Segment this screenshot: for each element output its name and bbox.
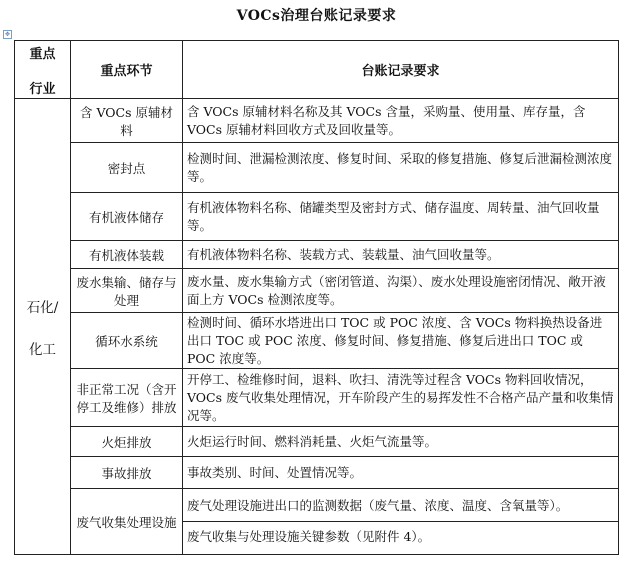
header-sector	[15, 41, 71, 99]
link-cell: 事故排放	[71, 457, 183, 489]
link-cell: 火炬排放	[71, 427, 183, 457]
header-sector-line2: 行业	[29, 81, 56, 97]
link-cell: 循环水系统	[71, 313, 183, 369]
link-cell: 非正常工况（含开停工及维修）排放	[71, 369, 183, 427]
header-sector-line1: 重点	[29, 46, 56, 62]
link-cell: 含 VOCs 原辅材料	[71, 99, 183, 143]
requirements-table	[14, 40, 619, 555]
link-cell: 有机液体装载	[71, 241, 183, 269]
requirement-cell: 含 VOCs 原辅材料名称及其 VOCs 含量，采购量、使用量、库存量，含 VOCs 原辅材料回收方式及回收量等。	[183, 99, 619, 143]
requirement-cell: 废水量、废水集输方式（密闭管道、沟渠）、废水处理设施密闭情况、敞开液面上方 VOCs 检测浓度等。	[183, 269, 619, 313]
page-title: VOCs治理台账记录要求	[236, 8, 397, 24]
requirement-subcell: 废气处理设施进出口的监测数据（废气量、浓度、温度、含氧量等）。	[183, 491, 618, 522]
requirement-cell: 检测时间、循环水塔进出口 TOC 或 POC 浓度、含 VOCs 物料换热设备进出口 TOC 或 POC 浓度、修复时间、修复措施、修复后进出口 TOC 或 POC 浓度等。	[183, 313, 619, 369]
link-cell: 密封点	[71, 143, 183, 193]
link-cell: 废气收集处理设施	[71, 489, 183, 555]
table-move-handle-icon[interactable]: ✥	[4, 31, 11, 38]
requirement-cell: 有机液体物料名称、储罐类型及密封方式、储存温度、周转量、油气回收量等。	[183, 193, 619, 241]
requirement-cell: 事故类别、时间、处置情况等。	[183, 457, 619, 489]
requirement-cell: 有机液体物料名称、装载方式、装载量、油气回收量等。	[183, 241, 619, 269]
requirement-cell: 检测时间、泄漏检测浓度、修复时间、采取的修复措施、修复后泄漏检测浓度等。	[183, 143, 619, 193]
requirement-subcell: 废气收集与处理设施关键参数（见附件 4）。	[187, 529, 431, 544]
sector-line1: 石化/	[26, 299, 59, 316]
link-cell: 废水集输、储存与处理	[71, 269, 183, 313]
requirement-cell: 开停工、检维修时间，退料、吹扫、清洗等过程含 VOCs 物料回收情况，VOCs 废气收集处理情况，开车阶段产生的易挥发性不合格产品产量和收集情况等。	[183, 369, 619, 427]
requirement-cell-split	[183, 489, 619, 555]
link-cell: 有机液体储存	[71, 193, 183, 241]
sector-line2: 化工	[29, 341, 56, 358]
header-link: 重点环节	[71, 41, 183, 99]
sector-cell	[15, 99, 71, 555]
requirement-cell: 火炬运行时间、燃料消耗量、火炬气流量等。	[183, 427, 619, 457]
header-requirement: 台账记录要求	[183, 41, 619, 99]
